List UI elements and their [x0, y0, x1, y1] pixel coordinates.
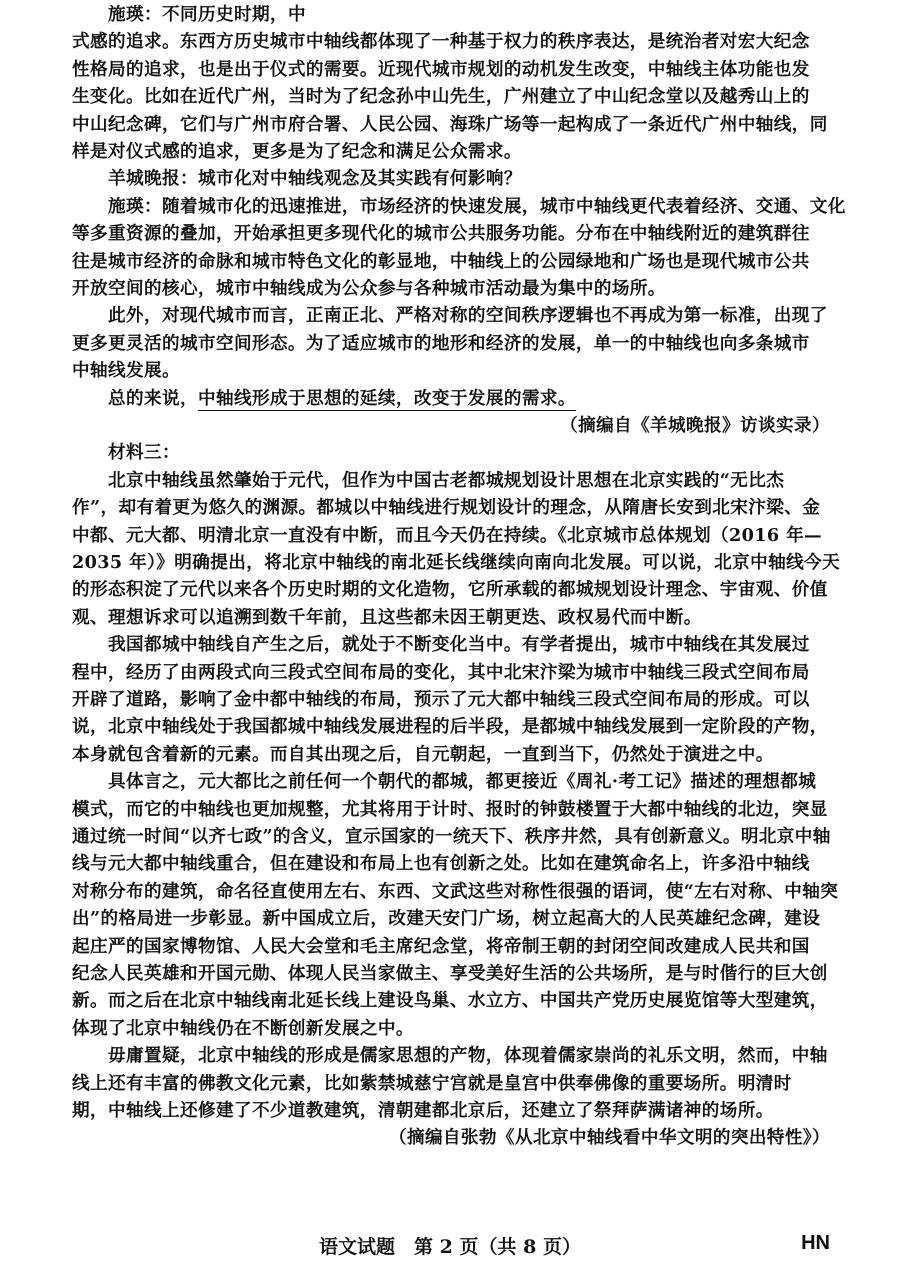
paragraph-line: 本身就包含着新的元素。而自其出现之后，自元朝起，一直到当下，仍然处于演进之中。: [72, 743, 774, 765]
interview-question: 羊城晚报：城市化对中轴线观念及其实践有何影响？: [108, 168, 522, 190]
paragraph-line: 观、理想诉求可以追溯到数千年前，且这些都未因王朝更迭、政权易代而中断。: [72, 606, 702, 628]
paragraph-line: 2035 年）》明确提出，将北京中轴线的南北延长线继续向南向北发展。可以说，北京中轴线今天: [72, 552, 841, 573]
paragraph-line: 起庄严的国家博物馆、人民大会堂和毛主席纪念堂，将帝制王朝的封闭空间改建成人民共和国: [72, 935, 810, 957]
paragraph-line: 性格局的追求，也是出于仪式的需要。近现代城市规划的动机发生改变，中轴线主体功能也发: [72, 58, 810, 80]
interview-answer: 施瑛：随着城市化的迅速推进，市场经济的快速发展，城市中轴线更代表着经济、交通、文化: [108, 195, 846, 217]
paragraph-line: 北京中轴线虽然肇始于元代，但作为中国古老都城规划设计思想在北京实践的“无比杰: [108, 469, 785, 491]
paragraph-line: 开放空间的核心，城市中轴线成为公众参与各种城市活动最为集中的场所。: [72, 278, 666, 299]
paper-code: HN: [801, 1232, 830, 1254]
paragraph-line: 程中，经历了由两段式向三段式空间布局的变化，其中北宋汴梁为城市中轴线三段式空间布局: [72, 661, 810, 683]
paragraph-line: 对称分布的建筑，命名径直使用左右、东西、文武这些对称性很强的语词，使“左右对称、中轴突: [72, 880, 839, 902]
paragraph-line: 式感的追求。东西方历史城市中轴线都体现了一种基于权力的秩序表达，是统治者对宏大纪念: [72, 31, 810, 53]
paragraph-line: 线与元大都中轴线重合，但在建设和布局上也有创新之处。比如在建筑命名上，许多沿中轴线: [72, 853, 810, 875]
page-footer: 语文试题 第 2 页（共 8 页）: [319, 1236, 581, 1258]
paragraph-line: 生变化。比如在近代广州，当时为了纪念孙中山先生，广州建立了中山纪念堂以及越秀山上的: [72, 86, 810, 108]
paragraph-line: 纪念人民英雄和开国元勋、体现人民当家做主、享受美好生活的公共场所，是与时偕行的巨大创: [72, 963, 828, 984]
summary-lead: 总的来说，: [108, 387, 198, 409]
interview-answer-fragment: 施瑛：不同历史时期，中: [108, 4, 306, 25]
paragraph-line: 新。而之后在北京中轴线南北延长线上建设鸟巢、水立方、中国共产党历史展览馆等大型建筑，: [72, 990, 828, 1012]
paragraph-line: 开辟了道路，影响了金中都中轴线的布局，预示了元大都中轴线三段式空间布局的形成。可以: [72, 689, 810, 710]
paragraph-line: 中都、元大都、明清北京一直没有中断，而且今天仍在持续。《北京城市总体规划（2016 年—: [72, 524, 823, 546]
paragraph-line: 等多重资源的叠加，开始承担更多现代化的城市公共服务功能。分布在中轴线附近的建筑群往: [72, 223, 810, 245]
paragraph-line: 此外，对现代城市而言，正南正北、严格对称的空间秩序逻辑也不再成为第一标准，出现了: [108, 305, 828, 327]
paragraph-line: 作”，却有着更为悠久的渊源。都城以中轴线进行规划设计的理念，从隋唐长安到北宋汴梁、金: [72, 497, 821, 519]
paragraph-line: 出”的格局进一步彰显。新中国成立后，改建天安门广场，树立起高大的人民英雄纪念碑，建设: [72, 908, 821, 930]
paragraph-line: 往是城市经济的命脉和城市特色文化的彰显地，中轴线上的公园绿地和广场也是现代城市公共: [72, 250, 810, 272]
summary-line: [108, 385, 828, 412]
paragraph-line: 模式，而它的中轴线也更加规整，尤其将用于计时、报时的钟鼓楼置于大都中轴线的北边，突显: [72, 798, 828, 820]
underlined-sentence: 中轴线形成于思想的延续，改变于发展的需求。: [197, 387, 576, 409]
material-heading: 材料三：: [108, 442, 180, 464]
paragraph-line: 样是对仪式感的追求，更多是为了纪念和满足公众需求。: [72, 141, 522, 162]
paragraph-line: 中山纪念碑，它们与广州市府合署、人民公园、海珠广场等一起构成了一条近代广州中轴线，同: [72, 113, 828, 135]
paragraph-line: 更多更灵活的城市空间形态。为了适应城市的地形和经济的发展，单一的中轴线也向多条城市: [72, 332, 810, 354]
source-citation: （摘编自张勃《从北京中轴线看中华文明的突出特性》）: [388, 1127, 830, 1149]
paragraph-line: 说，北京中轴线处于我国都城中轴线发展进程的后半段，是都城中轴线发展到一定阶段的产物，: [72, 716, 828, 738]
paragraph-line: 体现了北京中轴线仍在不断创新发展之中。: [72, 1017, 414, 1039]
source-citation: （摘编自《羊城晚报》访谈实录）: [560, 415, 830, 436]
paragraph-line: 的形态积淀了元代以来各个历史时期的文化造物，它所承载的都城规划设计理念、宇宙观、价值: [72, 579, 828, 601]
paragraph-line: 我国都城中轴线自产生之后，就处于不断变化当中。有学者提出，城市中轴线在其发展过: [108, 634, 810, 656]
paragraph-line: 通过统一时间“以齐七政”的含义，宣示国家的一统天下、秩序井然，具有创新意义。明北京中轴: [72, 826, 831, 847]
paragraph-line: 中轴线发展。: [72, 360, 180, 382]
paragraph-line: 期，中轴线上还修建了不少道教建筑，清朝建都北京后，还建立了祭拜萨满诸神的场所。: [72, 1100, 774, 1121]
paragraph-line: 具体言之，元大都比之前任何一个朝代的都城，都更接近《周礼·考工记》描述的理想都城: [108, 771, 817, 793]
paragraph-line: 线上还有丰富的佛教文化元素，比如紫禁城慈宁宫就是皇宫中供奉佛像的重要场所。明清时: [72, 1072, 792, 1094]
paragraph-line: 毋庸置疑，北京中轴线的形成是儒家思想的产物，体现着儒家崇尚的礼乐文明，然而，中轴: [108, 1045, 828, 1067]
